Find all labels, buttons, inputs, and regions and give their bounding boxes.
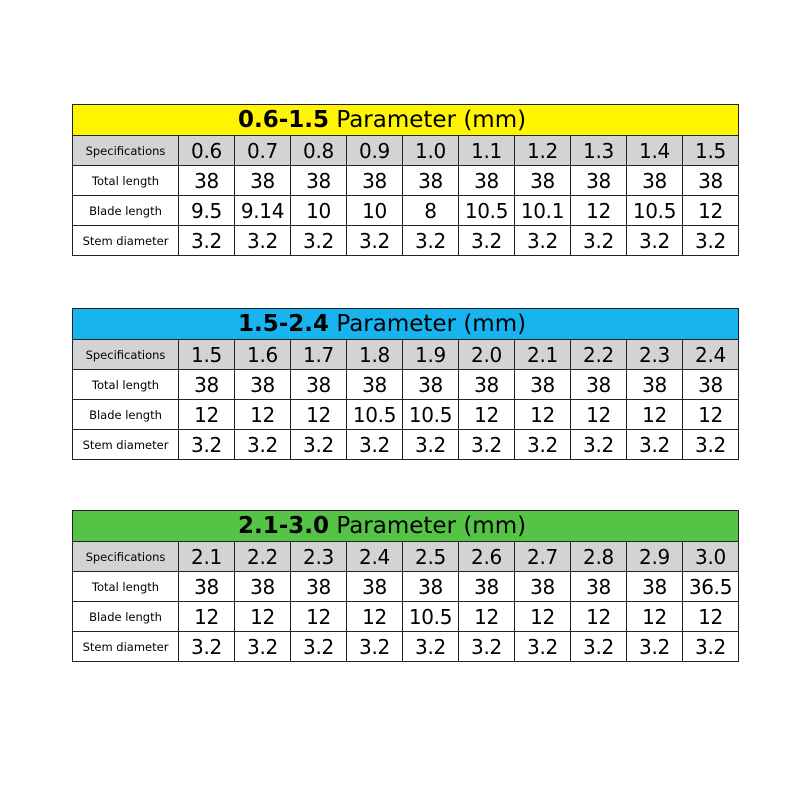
table-cell: 3.2 (515, 430, 571, 460)
table-cell: 3.2 (627, 632, 683, 662)
table-cell: 3.2 (683, 226, 739, 256)
table-cell: 1.1 (459, 136, 515, 166)
table-cell: 0.9 (347, 136, 403, 166)
table-cell: 38 (515, 166, 571, 196)
row-label: Specifications (73, 340, 179, 370)
table-cell: 1.4 (627, 136, 683, 166)
row-label: Blade length (73, 602, 179, 632)
table-row (73, 542, 739, 572)
row-label: Blade length (73, 196, 179, 226)
table-cell: 12 (571, 400, 627, 430)
table-cell: 2.9 (627, 542, 683, 572)
table-row (73, 136, 739, 166)
table-cell: 3.2 (683, 430, 739, 460)
title-size-range: 0.6-1.5 (238, 107, 330, 133)
table-cell: 38 (459, 166, 515, 196)
parameter-table (72, 510, 739, 662)
title-text: Parameter (mm) (329, 513, 527, 539)
table-cell: 2.6 (459, 542, 515, 572)
row-label: Stem diameter (73, 430, 179, 460)
table-cell: 3.2 (515, 226, 571, 256)
table-cell: 1.5 (179, 340, 235, 370)
table-cell: 3.2 (403, 226, 459, 256)
table-cell: 10.5 (347, 400, 403, 430)
row-label: Blade length (73, 400, 179, 430)
table-cell: 38 (403, 370, 459, 400)
table-cell: 3.2 (179, 430, 235, 460)
table-title (73, 309, 739, 340)
table-cell: 3.2 (571, 632, 627, 662)
table-cell: 2.2 (571, 340, 627, 370)
table-cell: 38 (627, 166, 683, 196)
table-cell: 38 (235, 166, 291, 196)
table-cell: 38 (291, 572, 347, 602)
table-cell: 12 (683, 196, 739, 226)
parameter-table (72, 104, 739, 256)
row-label: Specifications (73, 136, 179, 166)
table-title (73, 105, 739, 136)
table-cell: 12 (459, 602, 515, 632)
table-title-row (73, 309, 739, 340)
table-cell: 12 (683, 400, 739, 430)
table-cell: 1.3 (571, 136, 627, 166)
table-cell: 2.4 (347, 542, 403, 572)
table-cell: 10.5 (627, 196, 683, 226)
table-cell: 8 (403, 196, 459, 226)
title-size-range: 1.5-2.4 (238, 311, 330, 337)
table-row (73, 196, 739, 226)
table-cell: 3.2 (459, 632, 515, 662)
table-cell: 38 (403, 166, 459, 196)
table-cell: 3.2 (179, 632, 235, 662)
table-cell: 2.2 (235, 542, 291, 572)
table-cell: 3.2 (179, 226, 235, 256)
table-cell: 12 (235, 400, 291, 430)
table-cell: 10 (347, 196, 403, 226)
table-cell: 1.8 (347, 340, 403, 370)
table-cell: 38 (291, 166, 347, 196)
row-label: Total length (73, 166, 179, 196)
table-cell: 2.1 (179, 542, 235, 572)
table-cell: 2.7 (515, 542, 571, 572)
table-cell: 38 (179, 370, 235, 400)
table-cell: 38 (515, 572, 571, 602)
table-title-row (73, 511, 739, 542)
table-cell: 1.9 (403, 340, 459, 370)
table-cell: 3.2 (403, 430, 459, 460)
table-cell: 1.2 (515, 136, 571, 166)
table-cell: 12 (459, 400, 515, 430)
table-cell: 38 (683, 370, 739, 400)
table-cell: 38 (571, 572, 627, 602)
table-cell: 2.5 (403, 542, 459, 572)
table-cell: 38 (403, 572, 459, 602)
table-cell: 3.2 (403, 632, 459, 662)
table-cell: 12 (571, 602, 627, 632)
table-cell: 10.5 (459, 196, 515, 226)
table-cell: 12 (515, 400, 571, 430)
title-text: Parameter (mm) (329, 311, 527, 337)
table-row (73, 340, 739, 370)
table-cell: 3.2 (459, 226, 515, 256)
table-cell: 12 (571, 196, 627, 226)
table-row (73, 572, 739, 602)
row-label: Total length (73, 370, 179, 400)
table-cell: 3.2 (459, 430, 515, 460)
table-cell: 12 (627, 400, 683, 430)
table-cell: 1.5 (683, 136, 739, 166)
table-cell: 12 (179, 400, 235, 430)
table-cell: 2.3 (291, 542, 347, 572)
row-label: Specifications (73, 542, 179, 572)
row-label: Stem diameter (73, 226, 179, 256)
table-cell: 3.2 (347, 430, 403, 460)
table-cell: 38 (571, 370, 627, 400)
table-row (73, 430, 739, 460)
table-row (73, 400, 739, 430)
table-cell: 0.6 (179, 136, 235, 166)
table-cell: 2.3 (627, 340, 683, 370)
table-cell: 10 (291, 196, 347, 226)
table-cell: 2.1 (515, 340, 571, 370)
table-cell: 3.2 (627, 430, 683, 460)
table-cell: 38 (179, 166, 235, 196)
title-size-range: 2.1-3.0 (238, 513, 330, 539)
table-row (73, 632, 739, 662)
table-cell: 0.8 (291, 136, 347, 166)
table-cell: 36.5 (683, 572, 739, 602)
table-cell: 3.2 (291, 430, 347, 460)
table-cell: 3.2 (235, 226, 291, 256)
table-cell: 38 (347, 166, 403, 196)
table-cell: 3.2 (347, 632, 403, 662)
table-cell: 12 (515, 602, 571, 632)
table-cell: 38 (347, 572, 403, 602)
table-cell: 0.7 (235, 136, 291, 166)
table-cell: 3.2 (515, 632, 571, 662)
row-label: Total length (73, 572, 179, 602)
table-row (73, 602, 739, 632)
table-cell: 2.4 (683, 340, 739, 370)
table-row (73, 370, 739, 400)
table-cell: 3.2 (571, 430, 627, 460)
table-cell: 1.6 (235, 340, 291, 370)
table-cell: 3.0 (683, 542, 739, 572)
table-cell: 10.5 (403, 602, 459, 632)
table-cell: 38 (459, 572, 515, 602)
table-cell: 3.2 (683, 632, 739, 662)
table-cell: 38 (235, 370, 291, 400)
table-cell: 12 (627, 602, 683, 632)
table-cell: 38 (627, 572, 683, 602)
table-cell: 12 (179, 602, 235, 632)
table-cell: 12 (291, 602, 347, 632)
table-cell: 9.14 (235, 196, 291, 226)
table-title-row (73, 105, 739, 136)
table-cell: 2.8 (571, 542, 627, 572)
table-cell: 38 (179, 572, 235, 602)
table-title (73, 511, 739, 542)
table-cell: 38 (291, 370, 347, 400)
table-cell: 1.0 (403, 136, 459, 166)
table-cell: 38 (571, 166, 627, 196)
table-cell: 12 (683, 602, 739, 632)
table-cell: 38 (459, 370, 515, 400)
table-cell: 38 (683, 166, 739, 196)
table-cell: 3.2 (347, 226, 403, 256)
table-cell: 38 (627, 370, 683, 400)
table-cell: 3.2 (291, 632, 347, 662)
table-cell: 2.0 (459, 340, 515, 370)
table-cell: 3.2 (627, 226, 683, 256)
table-cell: 38 (347, 370, 403, 400)
table-cell: 10.1 (515, 196, 571, 226)
table-cell: 12 (235, 602, 291, 632)
table-cell: 3.2 (235, 430, 291, 460)
table-cell: 9.5 (179, 196, 235, 226)
table-cell: 10.5 (403, 400, 459, 430)
table-cell: 3.2 (235, 632, 291, 662)
table-cell: 12 (291, 400, 347, 430)
table-cell: 38 (515, 370, 571, 400)
parameter-table (72, 308, 739, 460)
table-cell: 3.2 (291, 226, 347, 256)
title-text: Parameter (mm) (329, 107, 527, 133)
row-label: Stem diameter (73, 632, 179, 662)
table-row (73, 166, 739, 196)
table-row (73, 226, 739, 256)
table-cell: 3.2 (571, 226, 627, 256)
table-cell: 12 (347, 602, 403, 632)
table-cell: 38 (235, 572, 291, 602)
table-cell: 1.7 (291, 340, 347, 370)
